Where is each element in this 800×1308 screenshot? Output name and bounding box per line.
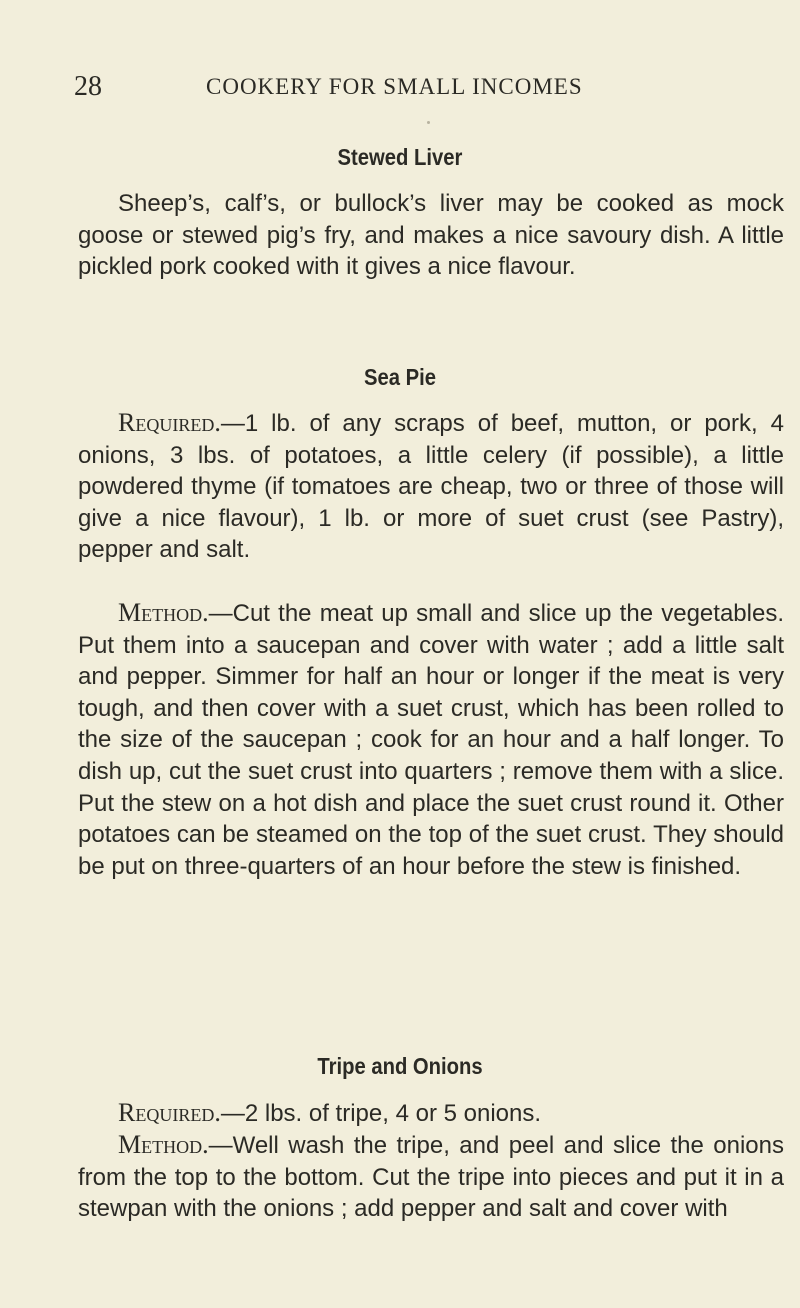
book-title: COOKERY FOR SMALL INCOMES xyxy=(206,74,583,99)
recipe-title-tripe-and-onions: Tripe and Onions xyxy=(317,1053,483,1079)
sea-pie-method xyxy=(78,597,784,882)
recipe-title-sea-pie: Sea Pie xyxy=(363,364,437,390)
print-speck xyxy=(427,121,430,124)
page-number: 28 xyxy=(74,71,102,102)
required-text: —2 lbs. of tripe, 4 or 5 onions. xyxy=(220,1100,542,1127)
required-label: Required. xyxy=(118,1098,221,1127)
method-text: —Cut the meat up small and slice up the vegetables. Put them into a saucepan and cover with water ; add a little salt and pepper. Simmer for half an hour or longer if the meat is very tough, and then cover with a suet crust, which has been rolled to the size of the saucepan ; cook for an hour and a half longer. To dish up, cut the suet crust into quarters ; remove them with a slice. Put the stew on a hot dish and place the suet crust round it. Other potatoes can be steamed on the top of the suet crust. They should be put on three-quarters of an hour before the stew is finished. xyxy=(78,600,784,880)
running-head xyxy=(74,70,774,104)
recipe-title-stewed-liver: Stewed Liver xyxy=(337,144,463,170)
tripe-required xyxy=(78,1097,784,1130)
method-label: Method. xyxy=(118,1130,209,1159)
method-text: —Well wash the tripe, and peel and slice the onions from the top to the bottom. Cut the tripe into pieces and put it in a stewpan with the onions ; add pepper and salt and cover with xyxy=(78,1132,784,1223)
sea-pie-required xyxy=(78,407,784,566)
tripe-method xyxy=(78,1129,784,1225)
stewed-liver-text: Sheep’s, calf’s, or bullock’s liver may be cooked as mock goose or stewed pig’s fry, and makes a nice savoury dish. A little pickled pork cooked with it gives a nice flavour. xyxy=(78,190,784,281)
required-text: —1 lb. of any scraps of beef, mutton, or pork, 4 onions, 3 lbs. of potatoes, a little celery (if possible), a little powdered thyme (if tomatoes are cheap, two or three of those will give a nice flavour), 1 lb. or more of suet crust (see Pastry), pepper and salt. xyxy=(78,410,784,564)
method-label: Method. xyxy=(118,598,209,627)
required-label: Required. xyxy=(118,408,221,437)
